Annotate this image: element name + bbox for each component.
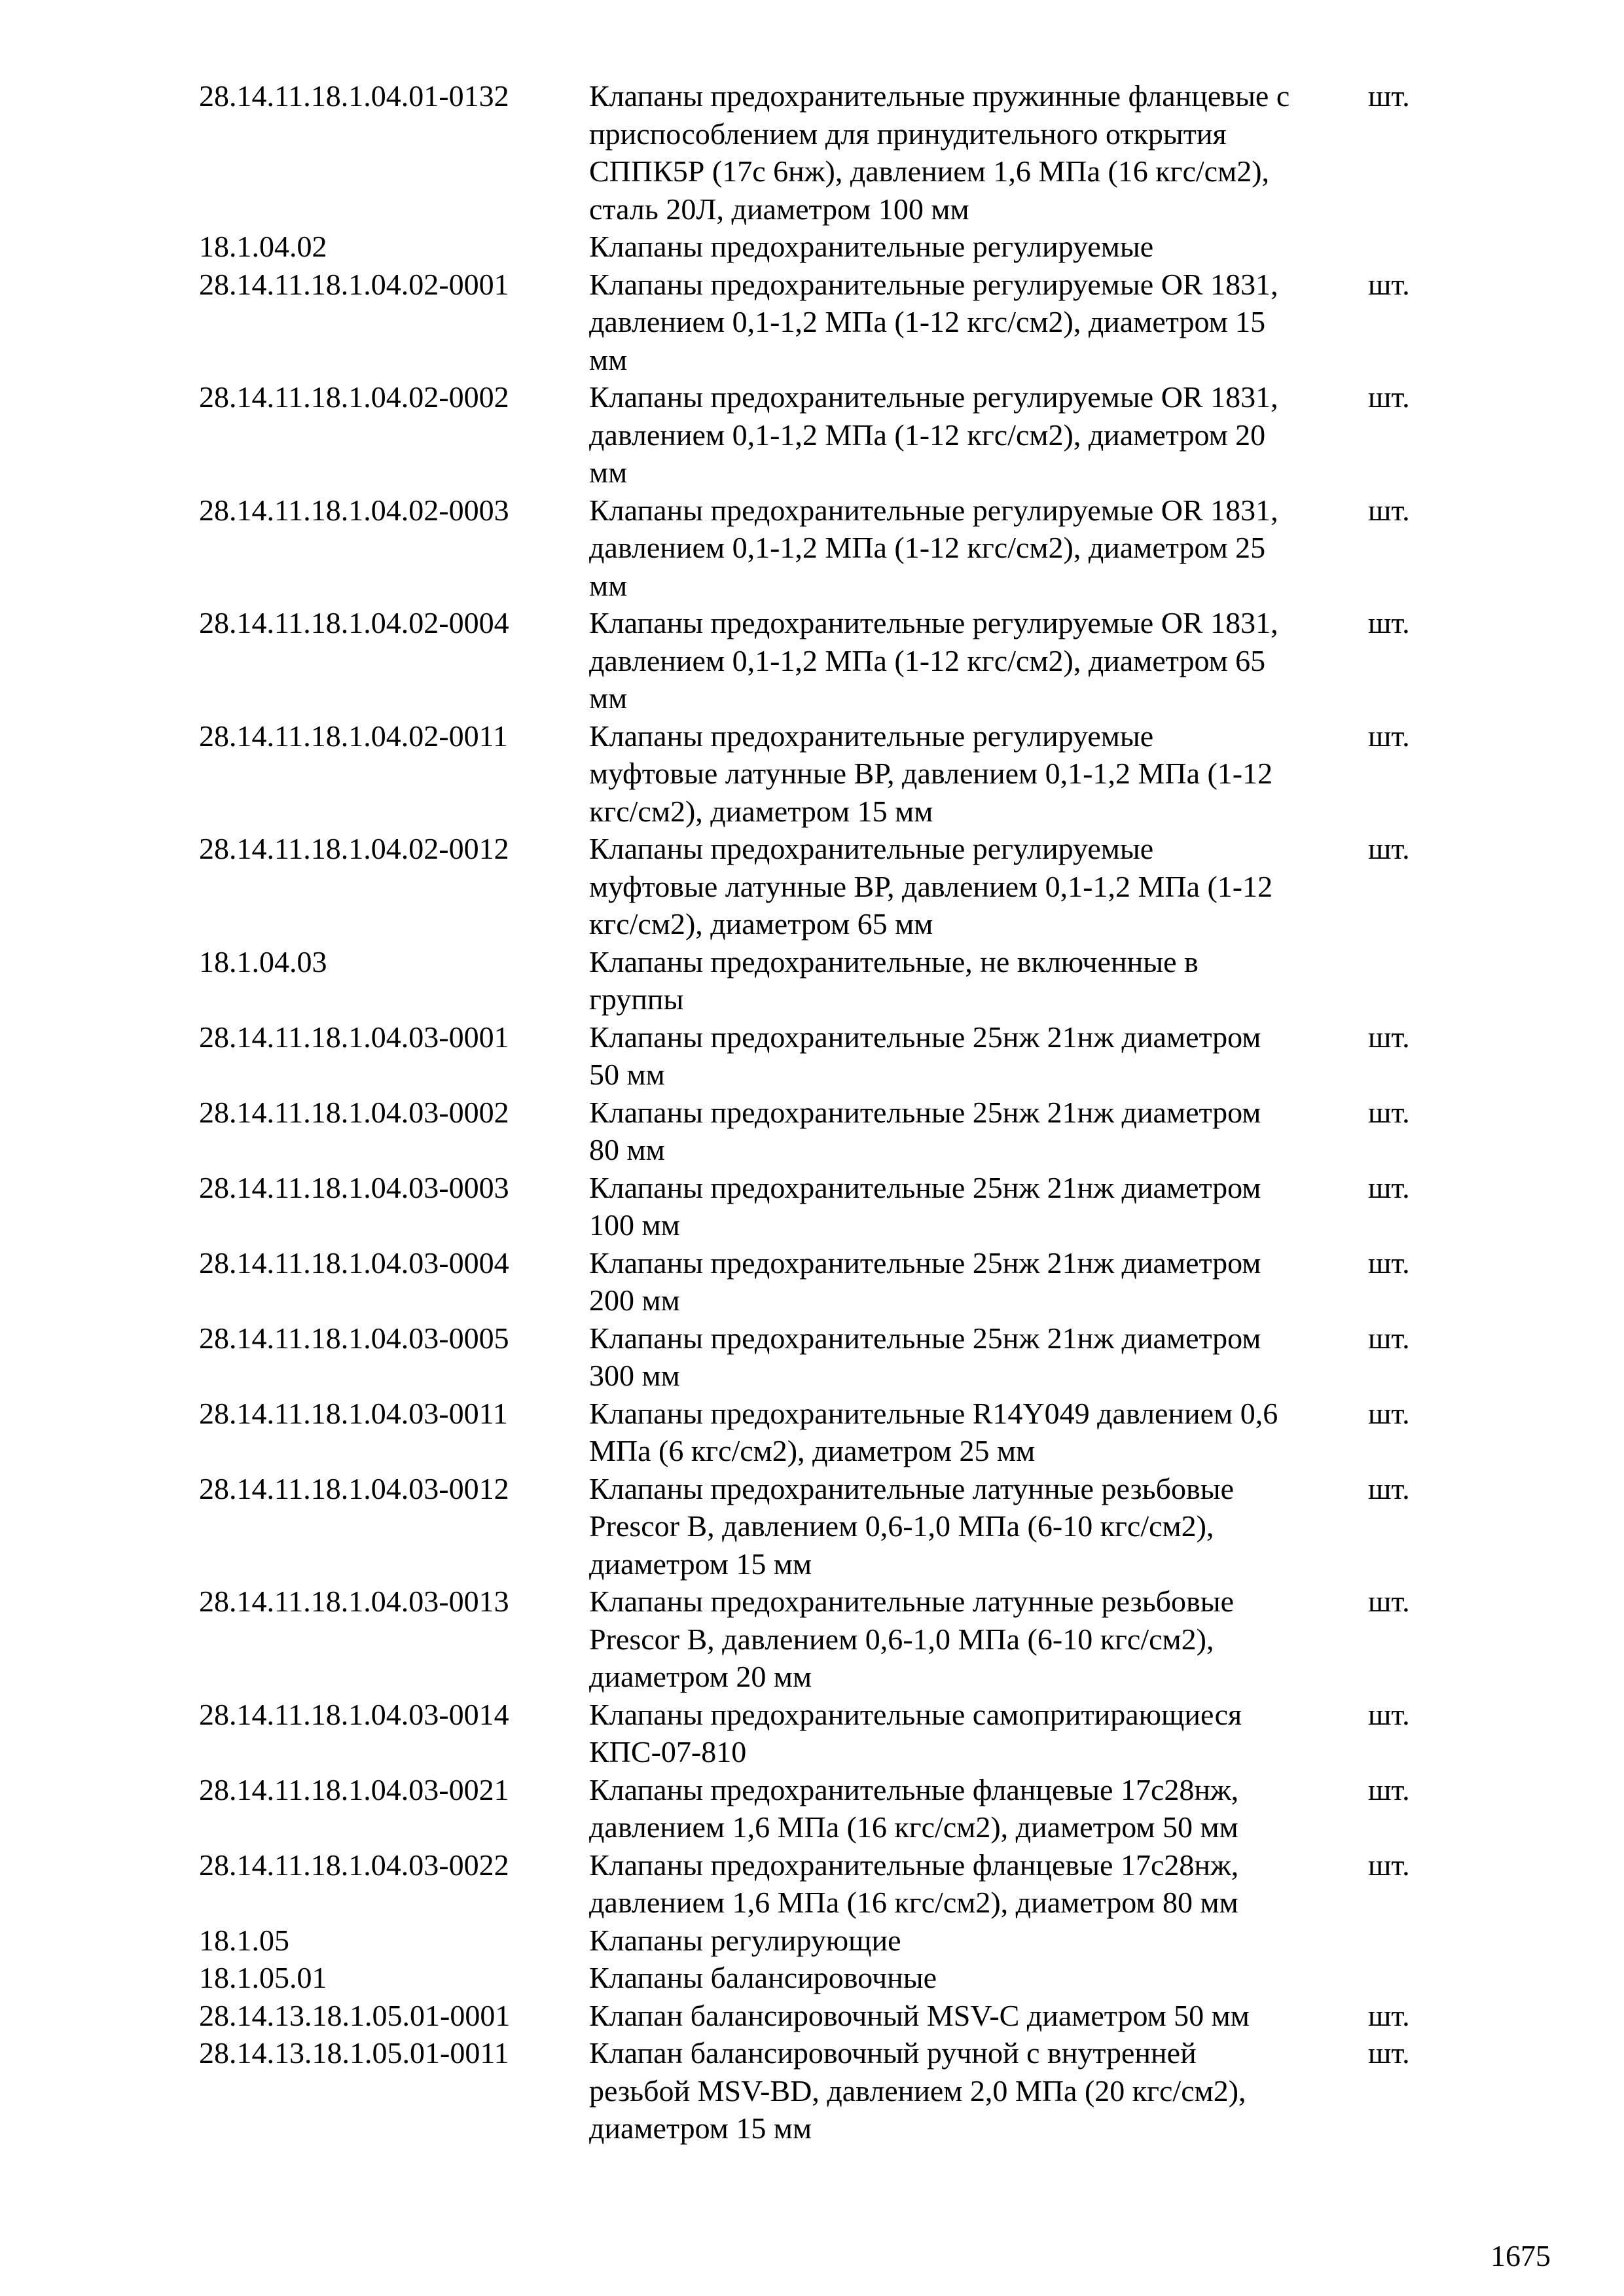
resource-description <box>589 1319 1368 1395</box>
description-line: мм <box>589 568 628 602</box>
table-row <box>199 378 1443 492</box>
resource-description <box>589 1922 1368 1960</box>
description-line: давлением 0,1-1,2 МПа (1-12 кгс/см2), диаметром 15 <box>589 305 1266 338</box>
resource-description <box>589 1244 1368 1319</box>
table-row <box>199 717 1443 831</box>
resource-code: 28.14.11.18.1.04.01-0132 <box>199 79 509 113</box>
resource-code: 28.14.11.18.1.04.03-0003 <box>199 1170 509 1204</box>
unit-of-measure: шт. <box>1368 1170 1410 1204</box>
description-line: Клапаны предохранительные самопритирающиеся <box>589 1697 1242 1731</box>
description-line: Клапаны предохранительные 25нж 21нж диаметром <box>589 1170 1261 1204</box>
description-line: мм <box>589 342 628 376</box>
description-line: муфтовые латунные ВР, давлением 0,1-1,2 МПа (1-12 <box>589 869 1273 903</box>
resource-description <box>589 1771 1368 1846</box>
description-line: мм <box>589 681 628 715</box>
unit-of-measure: шт. <box>1368 1095 1410 1129</box>
page-number: 1675 <box>1490 2239 1551 2272</box>
resource-code: 28.14.11.18.1.04.03-0001 <box>199 1020 509 1054</box>
unit-of-measure: шт. <box>1368 719 1410 753</box>
description-line: Клапаны предохранительные регулируемые OR 1831, <box>589 606 1278 639</box>
resource-code: 28.14.11.18.1.04.03-0004 <box>199 1246 509 1280</box>
resource-description <box>589 77 1368 228</box>
resource-description <box>589 1846 1368 1922</box>
description-line: Клапаны предохранительные фланцевые 17с28нж, <box>589 1772 1239 1806</box>
resource-code: 28.14.11.18.1.04.03-0011 <box>199 1396 508 1430</box>
resource-description <box>589 1997 1368 2035</box>
table-row <box>199 228 1443 266</box>
description-line: Клапаны предохранительные 25нж 21нж диаметром <box>589 1020 1261 1054</box>
resource-description <box>589 830 1368 943</box>
description-line: 50 мм <box>589 1058 665 1091</box>
resource-code: 28.14.11.18.1.04.02-0011 <box>199 719 508 753</box>
unit-of-measure: шт. <box>1368 1697 1410 1731</box>
description-line: резьбой MSV-BD, давлением 2,0 МПа (20 кгс/см2), <box>589 2073 1246 2108</box>
resource-description <box>589 1583 1368 1696</box>
description-line: приспособлением для принудительного открытия <box>589 117 1227 151</box>
table-row <box>199 943 1443 1018</box>
resource-description <box>589 1395 1368 1470</box>
description-line: Клапаны предохранительные регулируемые OR 1831, <box>589 493 1278 527</box>
unit-of-measure <box>1368 1922 1443 1960</box>
description-line: сталь 20Л, диаметром 100 мм <box>589 192 969 226</box>
resource-description <box>589 717 1368 831</box>
resource-code: 28.14.11.18.1.04.03-0022 <box>199 1848 509 1882</box>
table-row <box>199 266 1443 379</box>
description-line: Клапаны предохранительные, не включенные в <box>589 944 1199 978</box>
description-line: Клапаны регулирующие <box>589 1923 901 1957</box>
table-row <box>199 77 1443 228</box>
resource-code: 18.1.04.02 <box>199 230 327 263</box>
resource-description <box>589 492 1368 605</box>
description-line: 80 мм <box>589 1133 665 1166</box>
resource-description <box>589 228 1368 266</box>
table-row <box>199 1319 1443 1395</box>
description-line: Prescor B, давлением 0,6-1,0 МПа (6-10 кгс/см2), <box>589 1509 1214 1543</box>
description-line: Клапаны предохранительные латунные резьбовые <box>589 1471 1235 1505</box>
resource-code: 28.14.11.18.1.04.03-0002 <box>199 1095 509 1129</box>
description-line: 100 мм <box>589 1208 680 1242</box>
resource-code: 28.14.11.18.1.04.03-0012 <box>199 1471 509 1505</box>
unit-of-measure <box>1368 943 1443 1018</box>
table-row <box>199 1997 1443 2035</box>
description-line: Клапан балансировочный ручной с внутренней <box>589 2036 1197 2070</box>
description-line: Клапаны предохранительные 25нж 21нж диаметром <box>589 1321 1261 1355</box>
description-line: Клапаны предохранительные пружинные фланцевые с <box>589 79 1290 113</box>
table-row <box>199 830 1443 943</box>
description-line: Prescor B, давлением 0,6-1,0 МПа (6-10 кгс/см2), <box>589 1622 1214 1656</box>
description-line: Клапаны предохранительные R14Y049 давлением 0,6 <box>589 1396 1278 1430</box>
resource-code: 28.14.11.18.1.04.03-0005 <box>199 1321 509 1355</box>
unit-of-measure: шт. <box>1368 1396 1410 1430</box>
unit-of-measure: шт. <box>1368 1471 1410 1505</box>
resource-description <box>589 1959 1368 1997</box>
table-row <box>199 1846 1443 1922</box>
description-line: Клапаны предохранительные регулируемые OR 1831, <box>589 380 1278 414</box>
description-line: диаметром 20 мм <box>589 1660 812 1693</box>
unit-of-measure: шт. <box>1368 1020 1410 1054</box>
table-row <box>199 1094 1443 1169</box>
resource-code: 18.1.04.03 <box>199 944 327 978</box>
description-line: давлением 0,1-1,2 МПа (1-12 кгс/см2), диаметром 20 <box>589 418 1266 452</box>
unit-of-measure <box>1368 1959 1443 1997</box>
resource-description <box>589 1018 1368 1094</box>
description-line: мм <box>589 456 628 489</box>
resource-code: 28.14.11.18.1.04.02-0004 <box>199 606 509 639</box>
description-line: Клапаны предохранительные фланцевые 17с28нж, <box>589 1848 1239 1882</box>
description-line: группы <box>589 982 684 1016</box>
description-line: Клапаны предохранительные 25нж 21нж диаметром <box>589 1095 1261 1129</box>
unit-of-measure: шт. <box>1368 1246 1410 1280</box>
resource-code: 28.14.11.18.1.04.02-0002 <box>199 380 509 414</box>
unit-of-measure: шт. <box>1368 267 1410 301</box>
resource-description <box>589 266 1368 379</box>
resource-description <box>589 1470 1368 1583</box>
table-row <box>199 1169 1443 1244</box>
table-row <box>199 1583 1443 1696</box>
resource-code: 18.1.05.01 <box>199 1961 327 1994</box>
description-line: Клапаны предохранительные регулируемые OR 1831, <box>589 267 1278 301</box>
description-line: муфтовые латунные ВР, давлением 0,1-1,2 МПа (1-12 <box>589 757 1273 790</box>
description-line: диаметром 15 мм <box>589 2111 812 2145</box>
resource-description <box>589 1094 1368 1169</box>
description-line: Клапаны предохранительные латунные резьбовые <box>589 1585 1235 1618</box>
table-row <box>199 1771 1443 1846</box>
resource-code: 28.14.13.18.1.05.01-0011 <box>199 2036 509 2070</box>
resource-description <box>589 2034 1368 2147</box>
description-line: Клапан балансировочный MSV-C диаметром 50 мм <box>589 1998 1250 2032</box>
description-line: Клапаны предохранительные регулируемые <box>589 832 1154 865</box>
table-row <box>199 1470 1443 1583</box>
table-row <box>199 1018 1443 1094</box>
description-line: Клапаны предохранительные регулируемые <box>589 230 1154 263</box>
description-line: 200 мм <box>589 1283 680 1317</box>
unit-of-measure: шт. <box>1368 832 1410 865</box>
description-line: кгс/см2), диаметром 15 мм <box>589 794 933 828</box>
description-line: Клапаны предохранительные регулируемые <box>589 719 1154 753</box>
table-row <box>199 1959 1443 1997</box>
unit-of-measure: шт. <box>1368 380 1410 414</box>
description-line: давлением 1,6 МПа (16 кгс/см2), диаметром 80 мм <box>589 1886 1238 1919</box>
resource-description <box>589 1169 1368 1244</box>
resource-code: 18.1.05 <box>199 1923 289 1957</box>
unit-of-measure: шт. <box>1368 1772 1410 1806</box>
description-line: 300 мм <box>589 1359 680 1392</box>
unit-of-measure: шт. <box>1368 1321 1410 1355</box>
description-line: Клапаны предохранительные 25нж 21нж диаметром <box>589 1246 1261 1280</box>
table-row <box>199 1922 1443 1960</box>
description-line: КПС-07-810 <box>589 1735 747 1768</box>
unit-of-measure: шт. <box>1368 1848 1410 1882</box>
table-row <box>199 2034 1443 2147</box>
table-row <box>199 1696 1443 1771</box>
resource-description <box>589 378 1368 492</box>
description-line: СППК5Р (17с 6нж), давлением 1,6 МПа (16 кгс/см2), <box>589 154 1270 188</box>
description-line: Клапаны балансировочные <box>589 1961 937 1994</box>
table-row <box>199 1244 1443 1319</box>
unit-of-measure: шт. <box>1368 493 1410 527</box>
resource-code: 28.14.11.18.1.04.03-0013 <box>199 1585 509 1618</box>
table-row <box>199 492 1443 605</box>
unit-of-measure: шт. <box>1368 1585 1410 1618</box>
resource-description <box>589 604 1368 717</box>
description-line: давлением 1,6 МПа (16 кгс/см2), диаметром 50 мм <box>589 1810 1238 1844</box>
table-row <box>199 1395 1443 1470</box>
resource-description <box>589 1696 1368 1771</box>
resource-code: 28.14.13.18.1.05.01-0001 <box>199 1998 511 2032</box>
description-line: МПа (6 кгс/см2), диаметром 25 мм <box>589 1434 1036 1467</box>
unit-of-measure: шт. <box>1368 606 1410 639</box>
description-line: давлением 0,1-1,2 МПа (1-12 кгс/см2), диаметром 65 <box>589 643 1266 677</box>
unit-of-measure <box>1368 228 1443 266</box>
description-line: кгс/см2), диаметром 65 мм <box>589 907 933 941</box>
unit-of-measure: шт. <box>1368 79 1410 113</box>
table-row <box>199 604 1443 717</box>
unit-of-measure: шт. <box>1368 1998 1410 2032</box>
resource-code: 28.14.11.18.1.04.03-0021 <box>199 1772 509 1806</box>
description-line: диаметром 15 мм <box>589 1547 812 1581</box>
resource-code: 28.14.11.18.1.04.02-0003 <box>199 493 509 527</box>
description-line: давлением 0,1-1,2 МПа (1-12 кгс/см2), диаметром 25 <box>589 531 1266 564</box>
resource-code: 28.14.11.18.1.04.03-0014 <box>199 1697 509 1731</box>
resource-description <box>589 943 1368 1018</box>
resource-code: 28.14.11.18.1.04.02-0012 <box>199 832 509 865</box>
unit-of-measure: шт. <box>1368 2036 1410 2070</box>
price-list-table <box>199 77 1443 2147</box>
resource-code: 28.14.11.18.1.04.02-0001 <box>199 267 509 301</box>
